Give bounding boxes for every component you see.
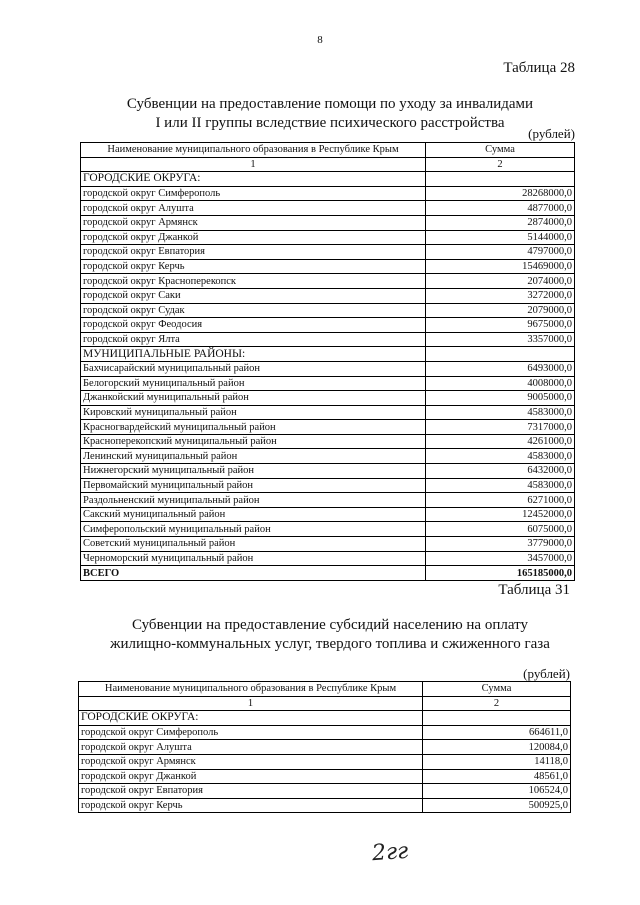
amount-value: 3457000,0 <box>426 551 575 566</box>
amount-value: 4797000,0 <box>426 245 575 260</box>
municipality-name: Кировский муниципальный район <box>81 405 426 420</box>
municipality-name: городской округ Армянск <box>79 754 423 769</box>
table31-unit: (рублей) <box>523 666 570 681</box>
table-row <box>81 478 575 493</box>
table-row <box>81 318 575 333</box>
page-number: 8 <box>317 34 323 46</box>
municipality-name: городской округ Евпатория <box>79 784 423 799</box>
table28-title-line1: Субвенции на предоставление помощи по уходу за инвалидами <box>126 96 534 112</box>
table31-title-line2: жилищно-коммунальных услуг, твердого топлива и сжиженного газа <box>110 636 550 652</box>
municipality-name: Джанкойский муниципальный район <box>81 391 426 406</box>
table-row <box>81 245 575 260</box>
municipality-name: Раздольненский муниципальный район <box>81 493 426 508</box>
amount-value: 15469000,0 <box>426 259 575 274</box>
amount-value: 48561,0 <box>423 769 571 784</box>
municipality-name: ГОРОДСКИЕ ОКРУГА: <box>81 172 426 187</box>
table31-header-sum: Сумма <box>423 682 571 697</box>
table-row <box>81 434 575 449</box>
table28-header-name: Наименование муниципального образования в Республике Крым <box>81 143 426 158</box>
table28-colnum-1: 1 <box>81 157 426 172</box>
amount-value: 4877000,0 <box>426 201 575 216</box>
table-row <box>81 201 575 216</box>
amount-value: 3272000,0 <box>426 288 575 303</box>
amount-value: 4583000,0 <box>426 405 575 420</box>
municipality-name: городской округ Саки <box>81 288 426 303</box>
table-row <box>81 215 575 230</box>
table28-label: Таблица 28 <box>503 60 575 76</box>
amount-value: 6493000,0 <box>426 361 575 376</box>
table-row <box>81 449 575 464</box>
municipality-name: Бахчисарайский муниципальный район <box>81 361 426 376</box>
municipality-name: Красногвардейский муниципальный район <box>81 420 426 435</box>
amount-value: 165185000,0 <box>426 566 575 581</box>
table31-title <box>60 616 600 654</box>
table-row <box>81 259 575 274</box>
municipality-name: городской округ Евпатория <box>81 245 426 260</box>
section-row <box>79 711 571 726</box>
amount-value: 28268000,0 <box>426 186 575 201</box>
amount-value: 2874000,0 <box>426 215 575 230</box>
table-row <box>81 420 575 435</box>
amount-value: 9005000,0 <box>426 391 575 406</box>
municipality-name: городской округ Керчь <box>81 259 426 274</box>
amount-value: 106524,0 <box>423 784 571 799</box>
municipality-name: городской округ Армянск <box>81 215 426 230</box>
municipality-name: Сакский муниципальный район <box>81 507 426 522</box>
municipality-name: Советский муниципальный район <box>81 537 426 552</box>
table28-header-row <box>81 143 575 158</box>
table31-colnum-1: 1 <box>79 696 423 711</box>
amount-value <box>423 711 571 726</box>
municipality-name: Белогорский муниципальный район <box>81 376 426 391</box>
municipality-name: ГОРОДСКИЕ ОКРУГА: <box>79 711 423 726</box>
table28-unit: (рублей) <box>528 126 575 141</box>
amount-value: 5144000,0 <box>426 230 575 245</box>
table31-colnum-2: 2 <box>423 696 571 711</box>
amount-value: 120084,0 <box>423 740 571 755</box>
table31-colnum-row <box>79 696 571 711</box>
municipality-name: городской округ Феодосия <box>81 318 426 333</box>
table-row <box>81 507 575 522</box>
amount-value: 3357000,0 <box>426 332 575 347</box>
table-row <box>81 522 575 537</box>
municipality-name: Нижнегорский муниципальный район <box>81 464 426 479</box>
amount-value: 664611,0 <box>423 725 571 740</box>
table-row <box>81 186 575 201</box>
municipality-name: городской округ Ялта <box>81 332 426 347</box>
amount-value: 7317000,0 <box>426 420 575 435</box>
table-row <box>81 332 575 347</box>
table31-header-name: Наименование муниципального образования в Республике Крым <box>79 682 423 697</box>
amount-value: 6271000,0 <box>426 493 575 508</box>
table-row <box>79 769 571 784</box>
municipality-name: ВСЕГО <box>81 566 426 581</box>
municipality-name: городской округ Алушта <box>81 201 426 216</box>
amount-value: 12452000,0 <box>426 507 575 522</box>
municipality-name: Первомайский муниципальный район <box>81 478 426 493</box>
municipality-name: Ленинский муниципальный район <box>81 449 426 464</box>
amount-value: 14118,0 <box>423 754 571 769</box>
amount-value: 4261000,0 <box>426 434 575 449</box>
amount-value: 3779000,0 <box>426 537 575 552</box>
table-row <box>81 376 575 391</box>
table-row <box>81 391 575 406</box>
table-row <box>79 798 571 813</box>
table28-colnum-row <box>81 157 575 172</box>
table-row <box>81 464 575 479</box>
table28-header-sum: Сумма <box>426 143 575 158</box>
municipality-name: городской округ Джанкой <box>79 769 423 784</box>
section-row <box>81 347 575 362</box>
municipality-name: городской округ Симферополь <box>79 725 423 740</box>
table28-title-line2: I или II группы вследствие психического расстройства <box>155 115 505 131</box>
table-row <box>81 551 575 566</box>
table-row <box>81 288 575 303</box>
table-row <box>79 740 571 755</box>
municipality-name: Красноперекопский муниципальный район <box>81 434 426 449</box>
total-row <box>81 566 575 581</box>
municipality-name: городской округ Судак <box>81 303 426 318</box>
amount-value: 4583000,0 <box>426 478 575 493</box>
municipality-name: Симферопольский муниципальный район <box>81 522 426 537</box>
amount-value: 4008000,0 <box>426 376 575 391</box>
amount-value: 2079000,0 <box>426 303 575 318</box>
municipality-name: Черноморский муниципальный район <box>81 551 426 566</box>
amount-value: 6075000,0 <box>426 522 575 537</box>
table-row <box>81 493 575 508</box>
amount-value: 500925,0 <box>423 798 571 813</box>
table31 <box>78 681 571 813</box>
municipality-name: городской округ Красноперекопск <box>81 274 426 289</box>
table31-title-line1: Субвенции на предоставление субсидий населению на оплату <box>132 617 528 633</box>
table-row <box>79 784 571 799</box>
table31-label: Таблица 31 <box>498 582 570 598</box>
table-row <box>79 725 571 740</box>
table-row <box>81 303 575 318</box>
table-row <box>79 754 571 769</box>
table-row <box>81 537 575 552</box>
municipality-name: городской округ Джанкой <box>81 230 426 245</box>
amount-value <box>426 172 575 187</box>
municipality-name: МУНИЦИПАЛЬНЫЕ РАЙОНЫ: <box>81 347 426 362</box>
table28-colnum-2: 2 <box>426 157 575 172</box>
amount-value <box>426 347 575 362</box>
amount-value: 6432000,0 <box>426 464 575 479</box>
amount-value: 4583000,0 <box>426 449 575 464</box>
table-row <box>81 405 575 420</box>
section-row <box>81 172 575 187</box>
municipality-name: городской округ Симферополь <box>81 186 426 201</box>
amount-value: 2074000,0 <box>426 274 575 289</box>
table-row <box>81 230 575 245</box>
handwritten-mark: 2гг <box>371 838 410 867</box>
table-row <box>81 274 575 289</box>
municipality-name: городской округ Керчь <box>79 798 423 813</box>
table31-header-row <box>79 682 571 697</box>
amount-value: 9675000,0 <box>426 318 575 333</box>
table28 <box>80 142 575 581</box>
table-row <box>81 361 575 376</box>
municipality-name: городской округ Алушта <box>79 740 423 755</box>
